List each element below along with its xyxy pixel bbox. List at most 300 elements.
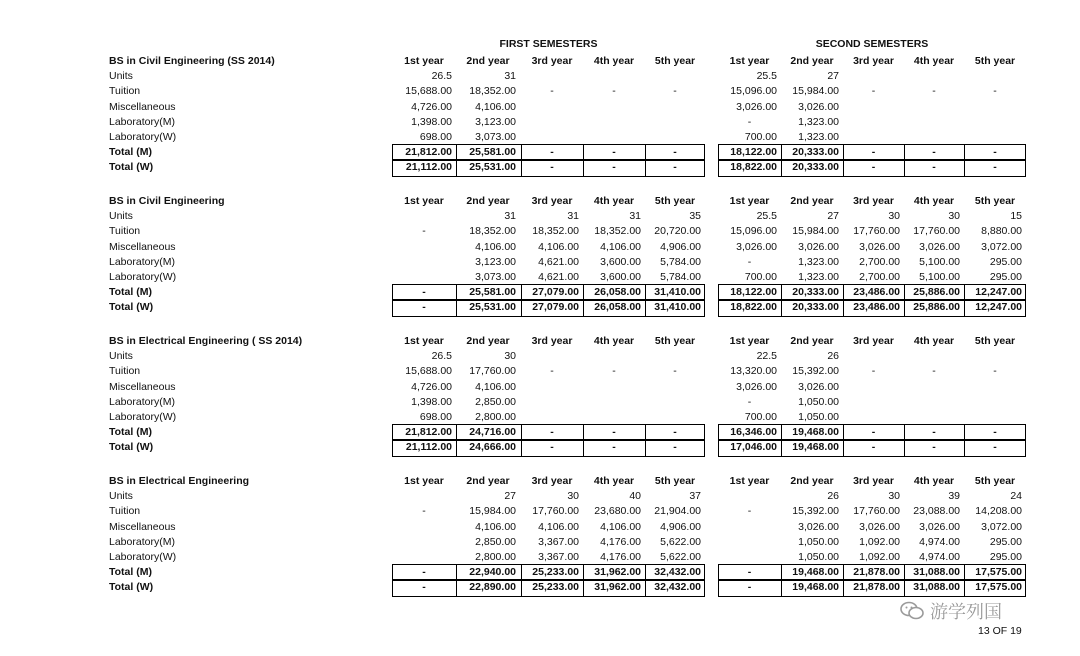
total-cell: 22,940.00	[469, 566, 516, 579]
value-cell: 1,323.00	[798, 131, 839, 143]
value-cell: 25.5	[756, 70, 777, 83]
value-cell: 4,106.00	[538, 240, 579, 253]
total-cell: -	[871, 426, 876, 439]
value-cell: 4,906.00	[660, 520, 701, 533]
total-cell: 17,575.00	[975, 581, 1022, 594]
value-cell	[904, 100, 964, 115]
value-cell: 26.5	[431, 70, 452, 83]
total-cell: -	[422, 301, 426, 314]
value-cell	[392, 489, 456, 504]
total-cell: 18,822.00	[730, 161, 777, 174]
year-header: 5th year	[654, 195, 696, 207]
value-cell: 31	[504, 210, 516, 223]
value-cell: 31	[629, 210, 641, 223]
value-cell	[392, 255, 456, 270]
total-cell: 21,812.00	[405, 426, 452, 439]
value-cell: 25.5	[756, 210, 777, 223]
value-cell: 1,092.00	[859, 535, 900, 548]
value-cell	[964, 130, 1026, 145]
total-cell: -	[550, 426, 554, 439]
row-label: Tuition	[109, 85, 141, 98]
value-cell: 295.00	[989, 271, 1022, 283]
value-cell: 37	[689, 490, 701, 503]
value-cell: 15,688.00	[405, 85, 452, 98]
value-cell: 1,398.00	[411, 115, 452, 128]
value-cell	[843, 69, 904, 84]
total-cell: 26,058.00	[594, 301, 641, 314]
total-cell: 31,088.00	[913, 566, 960, 579]
value-cell	[583, 349, 645, 364]
year-header: 2nd year	[790, 475, 834, 487]
value-cell	[521, 100, 583, 115]
value-cell: 3,026.00	[859, 240, 900, 253]
value-cell: -	[747, 395, 752, 408]
row-label: Miscellaneous	[109, 380, 176, 393]
value-cell: 1,092.00	[859, 551, 900, 563]
value-cell: 26.5	[431, 350, 452, 363]
value-cell: 30	[504, 350, 516, 363]
value-cell: 18,352.00	[532, 225, 579, 238]
year-header: 1st year	[404, 55, 444, 67]
value-cell: 5,784.00	[660, 255, 701, 268]
value-cell	[718, 535, 781, 550]
year-header: 5th year	[974, 55, 1016, 67]
row-label: Units	[109, 350, 133, 363]
value-cell: -	[550, 365, 554, 378]
value-cell: 2,850.00	[475, 535, 516, 548]
row-label: Total (W)	[109, 161, 154, 174]
total-cell: 18,822.00	[730, 301, 777, 314]
value-cell: -	[612, 85, 616, 98]
row-label: Tuition	[109, 505, 141, 518]
total-cell: 25,531.00	[469, 161, 516, 174]
year-header: 2nd year	[466, 195, 510, 207]
value-cell	[843, 349, 904, 364]
value-cell	[718, 550, 781, 565]
year-header: 2nd year	[790, 55, 834, 67]
value-cell: 15,688.00	[405, 365, 452, 378]
value-cell: 22.5	[756, 350, 777, 363]
total-cell: 21,812.00	[405, 146, 452, 159]
value-cell	[392, 240, 456, 255]
value-cell	[904, 115, 964, 130]
value-cell	[645, 115, 705, 130]
year-header: 3rd year	[853, 55, 894, 67]
total-cell: -	[871, 441, 876, 454]
total-cell: 19,468.00	[792, 566, 839, 579]
value-cell: 295.00	[989, 255, 1022, 268]
value-cell: 5,784.00	[660, 271, 701, 283]
value-cell: 4,726.00	[411, 380, 452, 393]
total-cell: 19,468.00	[792, 441, 839, 454]
value-cell	[521, 380, 583, 395]
total-cell: 31,410.00	[654, 301, 701, 314]
total-cell: -	[673, 161, 677, 174]
year-header: 2nd year	[466, 475, 510, 487]
value-cell	[904, 380, 964, 395]
value-cell	[904, 349, 964, 364]
value-cell: 3,026.00	[736, 100, 777, 113]
value-cell: 39	[948, 490, 960, 503]
total-cell: 27,079.00	[532, 286, 579, 299]
value-cell	[521, 130, 583, 145]
program-title: BS in Civil Engineering (SS 2014)	[109, 55, 275, 67]
total-cell: 18,122.00	[730, 146, 777, 159]
year-header: 4th year	[593, 335, 635, 347]
total-cell: 31,410.00	[654, 286, 701, 299]
value-cell	[645, 130, 705, 145]
value-cell: 4,106.00	[600, 520, 641, 533]
value-cell: 3,600.00	[600, 271, 641, 283]
year-header: 2nd year	[790, 335, 834, 347]
value-cell: 17,760.00	[469, 365, 516, 378]
total-cell: -	[550, 146, 554, 159]
value-cell: 1,398.00	[411, 395, 452, 408]
total-cell: -	[993, 426, 997, 439]
total-cell: 25,581.00	[469, 286, 516, 299]
value-cell: 26	[827, 490, 839, 503]
total-cell: -	[932, 426, 936, 439]
year-header: 4th year	[913, 195, 955, 207]
value-cell: -	[550, 85, 554, 98]
total-cell: 19,468.00	[792, 426, 839, 439]
value-cell: 2,700.00	[859, 271, 900, 283]
row-label: Laboratory(W)	[109, 411, 177, 423]
value-cell	[843, 115, 904, 130]
total-cell: -	[673, 426, 677, 439]
row-label: Total (W)	[109, 301, 154, 314]
value-cell	[843, 395, 904, 410]
value-cell: 295.00	[989, 535, 1022, 548]
header-second-semesters: SECOND SEMESTERS	[815, 38, 929, 50]
value-cell: 35	[689, 210, 701, 223]
value-cell	[583, 395, 645, 410]
value-cell: 5,622.00	[660, 535, 701, 548]
row-label: Total (M)	[109, 566, 152, 579]
value-cell	[521, 395, 583, 410]
total-cell: 24,716.00	[469, 426, 516, 439]
value-cell: 4,106.00	[475, 240, 516, 253]
value-cell	[964, 115, 1026, 130]
row-label: Laboratory(W)	[109, 271, 177, 283]
row-label: Total (M)	[109, 146, 152, 159]
value-cell: 698.00	[419, 411, 452, 423]
year-header: 3rd year	[531, 335, 573, 347]
value-cell: 3,367.00	[538, 551, 579, 563]
value-cell	[392, 550, 456, 565]
row-label: Laboratory(M)	[109, 115, 175, 128]
value-cell	[904, 69, 964, 84]
value-cell	[843, 100, 904, 115]
value-cell: 2,700.00	[859, 255, 900, 268]
value-cell: 4,176.00	[600, 551, 641, 563]
value-cell	[583, 115, 645, 130]
program-section	[0, 194, 1080, 354]
value-cell: 1,050.00	[798, 551, 839, 563]
value-cell: 15,392.00	[792, 505, 839, 518]
year-header: 5th year	[974, 475, 1016, 487]
value-cell: -	[993, 85, 997, 98]
value-cell: 15,984.00	[469, 505, 516, 518]
year-header: 4th year	[913, 475, 955, 487]
value-cell: 4,106.00	[475, 380, 516, 393]
value-cell: 15,984.00	[792, 85, 839, 98]
value-cell: -	[612, 365, 616, 378]
year-header: 1st year	[404, 195, 444, 207]
value-cell	[843, 380, 904, 395]
value-cell: 3,026.00	[859, 520, 900, 533]
value-cell	[718, 489, 781, 504]
row-label: Laboratory(W)	[109, 551, 177, 563]
total-cell: -	[932, 441, 936, 454]
value-cell: 4,621.00	[538, 271, 579, 283]
total-cell: 25,886.00	[913, 301, 960, 314]
value-cell: 5,622.00	[660, 551, 701, 563]
value-cell: 1,323.00	[798, 115, 839, 128]
value-cell: 31	[567, 210, 579, 223]
value-cell: -	[871, 85, 876, 98]
value-cell	[392, 270, 456, 285]
watermark-text: 游学列国	[930, 602, 1002, 623]
value-cell: 700.00	[744, 271, 777, 283]
value-cell	[645, 380, 705, 395]
total-cell: -	[612, 441, 616, 454]
value-cell	[964, 349, 1026, 364]
program-title: BS in Electrical Engineering ( SS 2014)	[109, 335, 303, 347]
row-label: Tuition	[109, 365, 141, 378]
total-cell: 25,531.00	[469, 301, 516, 314]
row-label: Tuition	[109, 225, 141, 238]
total-cell: 21,112.00	[405, 161, 452, 174]
total-cell: 25,581.00	[469, 146, 516, 159]
wechat-icon	[900, 601, 924, 621]
year-header: 1st year	[729, 475, 770, 487]
row-label: Total (M)	[109, 426, 152, 439]
value-cell: 3,026.00	[919, 240, 960, 253]
value-cell	[583, 130, 645, 145]
year-header: 4th year	[913, 55, 955, 67]
value-cell: 18,352.00	[469, 85, 516, 98]
value-cell	[392, 209, 456, 224]
value-cell: 3,072.00	[981, 240, 1022, 253]
year-header: 2nd year	[466, 55, 510, 67]
value-cell: 2,800.00	[475, 551, 516, 563]
watermark	[900, 598, 1002, 624]
value-cell	[583, 69, 645, 84]
value-cell: 5,100.00	[919, 255, 960, 268]
value-cell: 15,984.00	[792, 225, 839, 238]
total-cell: 23,486.00	[853, 286, 900, 299]
total-cell: 27,079.00	[532, 301, 579, 314]
value-cell	[964, 410, 1026, 425]
value-cell: -	[422, 225, 426, 238]
value-cell	[843, 130, 904, 145]
total-cell: -	[932, 161, 936, 174]
value-cell: 31	[504, 70, 516, 83]
total-cell: 21,878.00	[853, 581, 900, 594]
year-header: 3rd year	[853, 195, 894, 207]
value-cell: 3,123.00	[475, 115, 516, 128]
year-header: 5th year	[974, 195, 1016, 207]
value-cell: 3,026.00	[919, 520, 960, 533]
value-cell	[964, 380, 1026, 395]
page-number: 13 OF 19	[978, 625, 1022, 637]
value-cell	[964, 69, 1026, 84]
value-cell: 2,800.00	[475, 411, 516, 423]
year-header: 5th year	[654, 55, 696, 67]
total-cell: -	[747, 566, 752, 579]
value-cell: 23,088.00	[913, 505, 960, 518]
total-cell: -	[673, 146, 677, 159]
value-cell: 20,720.00	[654, 225, 701, 238]
value-cell: 24	[1010, 490, 1022, 503]
row-label: Total (M)	[109, 286, 152, 299]
year-header: 1st year	[729, 55, 770, 67]
row-label: Units	[109, 70, 133, 83]
total-cell: -	[673, 441, 677, 454]
value-cell: 27	[504, 490, 516, 503]
program-section	[0, 54, 1080, 214]
row-label: Laboratory(M)	[109, 535, 175, 548]
value-cell	[583, 100, 645, 115]
total-cell: -	[422, 581, 426, 594]
total-cell: -	[993, 441, 997, 454]
value-cell: 1,050.00	[798, 411, 839, 423]
total-cell: 32,432.00	[654, 566, 701, 579]
value-cell: 700.00	[744, 131, 777, 143]
year-header: 4th year	[593, 475, 635, 487]
value-cell	[392, 535, 456, 550]
value-cell: 4,906.00	[660, 240, 701, 253]
total-cell: -	[550, 441, 554, 454]
value-cell: 13,320.00	[730, 365, 777, 378]
value-cell: 3,072.00	[981, 520, 1022, 533]
program-title: BS in Electrical Engineering	[109, 475, 250, 487]
value-cell: 700.00	[744, 411, 777, 423]
value-cell: -	[932, 365, 936, 378]
value-cell: 3,026.00	[798, 100, 839, 113]
value-cell	[904, 130, 964, 145]
total-cell: 12,247.00	[975, 301, 1022, 314]
total-cell: -	[422, 566, 426, 579]
total-cell: 17,046.00	[730, 441, 777, 454]
value-cell: 295.00	[989, 551, 1022, 563]
value-cell	[904, 410, 964, 425]
value-cell: 3,026.00	[798, 520, 839, 533]
value-cell: 3,073.00	[475, 271, 516, 283]
value-cell: 17,760.00	[853, 225, 900, 238]
value-cell: 17,760.00	[913, 225, 960, 238]
value-cell: -	[993, 365, 997, 378]
value-cell: 3,073.00	[475, 131, 516, 143]
row-label: Laboratory(M)	[109, 255, 175, 268]
value-cell: 5,100.00	[919, 271, 960, 283]
value-cell: 14,208.00	[975, 505, 1022, 518]
year-header: 3rd year	[531, 55, 573, 67]
value-cell: 4,106.00	[475, 100, 516, 113]
value-cell: 17,760.00	[532, 505, 579, 518]
total-cell: 16,346.00	[730, 426, 777, 439]
value-cell: 4,106.00	[538, 520, 579, 533]
value-cell: 15,096.00	[730, 225, 777, 238]
row-label: Units	[109, 490, 133, 503]
row-label: Miscellaneous	[109, 240, 176, 253]
value-cell: 4,974.00	[919, 535, 960, 548]
value-cell: 26	[827, 350, 839, 363]
total-cell: 26,058.00	[594, 286, 641, 299]
value-cell: 1,050.00	[798, 535, 839, 548]
total-cell: -	[932, 146, 936, 159]
total-cell: -	[871, 146, 876, 159]
year-header: 1st year	[404, 335, 444, 347]
value-cell	[718, 520, 781, 535]
total-cell: 25,886.00	[913, 286, 960, 299]
year-header: 5th year	[974, 335, 1016, 347]
program-title: BS in Civil Engineering	[109, 195, 225, 207]
total-cell: 22,890.00	[469, 581, 516, 594]
value-cell	[521, 69, 583, 84]
value-cell: 30	[888, 490, 900, 503]
value-cell: -	[747, 115, 752, 128]
year-header: 3rd year	[531, 195, 573, 207]
total-cell: 25,233.00	[532, 566, 579, 579]
value-cell: 3,026.00	[736, 240, 777, 253]
value-cell: 15	[1010, 210, 1022, 223]
value-cell: 1,050.00	[798, 395, 839, 408]
value-cell: -	[747, 255, 752, 268]
total-cell: 20,333.00	[792, 286, 839, 299]
value-cell: 698.00	[419, 131, 452, 143]
year-header: 3rd year	[531, 475, 573, 487]
value-cell: 3,367.00	[538, 535, 579, 548]
year-header: 4th year	[913, 335, 955, 347]
year-header: 5th year	[654, 335, 696, 347]
total-cell: 31,962.00	[594, 566, 641, 579]
value-cell: 1,323.00	[798, 271, 839, 283]
value-cell: 3,123.00	[475, 255, 516, 268]
total-cell: 21,878.00	[853, 566, 900, 579]
total-cell: 20,333.00	[792, 146, 839, 159]
value-cell: 18,352.00	[469, 225, 516, 238]
value-cell: 3,026.00	[798, 240, 839, 253]
value-cell: 4,106.00	[475, 520, 516, 533]
year-header: 1st year	[729, 195, 770, 207]
total-cell: 20,333.00	[792, 301, 839, 314]
value-cell: 2,850.00	[475, 395, 516, 408]
year-header: 2nd year	[466, 335, 510, 347]
total-cell: -	[550, 161, 554, 174]
value-cell: -	[932, 85, 936, 98]
row-label: Laboratory(M)	[109, 395, 175, 408]
value-cell	[583, 410, 645, 425]
value-cell	[964, 395, 1026, 410]
year-header: 4th year	[593, 195, 635, 207]
total-cell: 23,486.00	[853, 301, 900, 314]
total-cell: -	[612, 146, 616, 159]
value-cell: -	[871, 365, 876, 378]
value-cell: 4,106.00	[600, 240, 641, 253]
row-label: Miscellaneous	[109, 520, 176, 533]
header-first-semesters: FIRST SEMESTERS	[499, 38, 598, 50]
row-label: Total (W)	[109, 441, 154, 454]
total-cell: 20,333.00	[792, 161, 839, 174]
total-cell: 25,233.00	[532, 581, 579, 594]
value-cell	[645, 69, 705, 84]
row-label: Miscellaneous	[109, 100, 176, 113]
value-cell	[521, 115, 583, 130]
value-cell: 4,726.00	[411, 100, 452, 113]
value-cell	[583, 380, 645, 395]
